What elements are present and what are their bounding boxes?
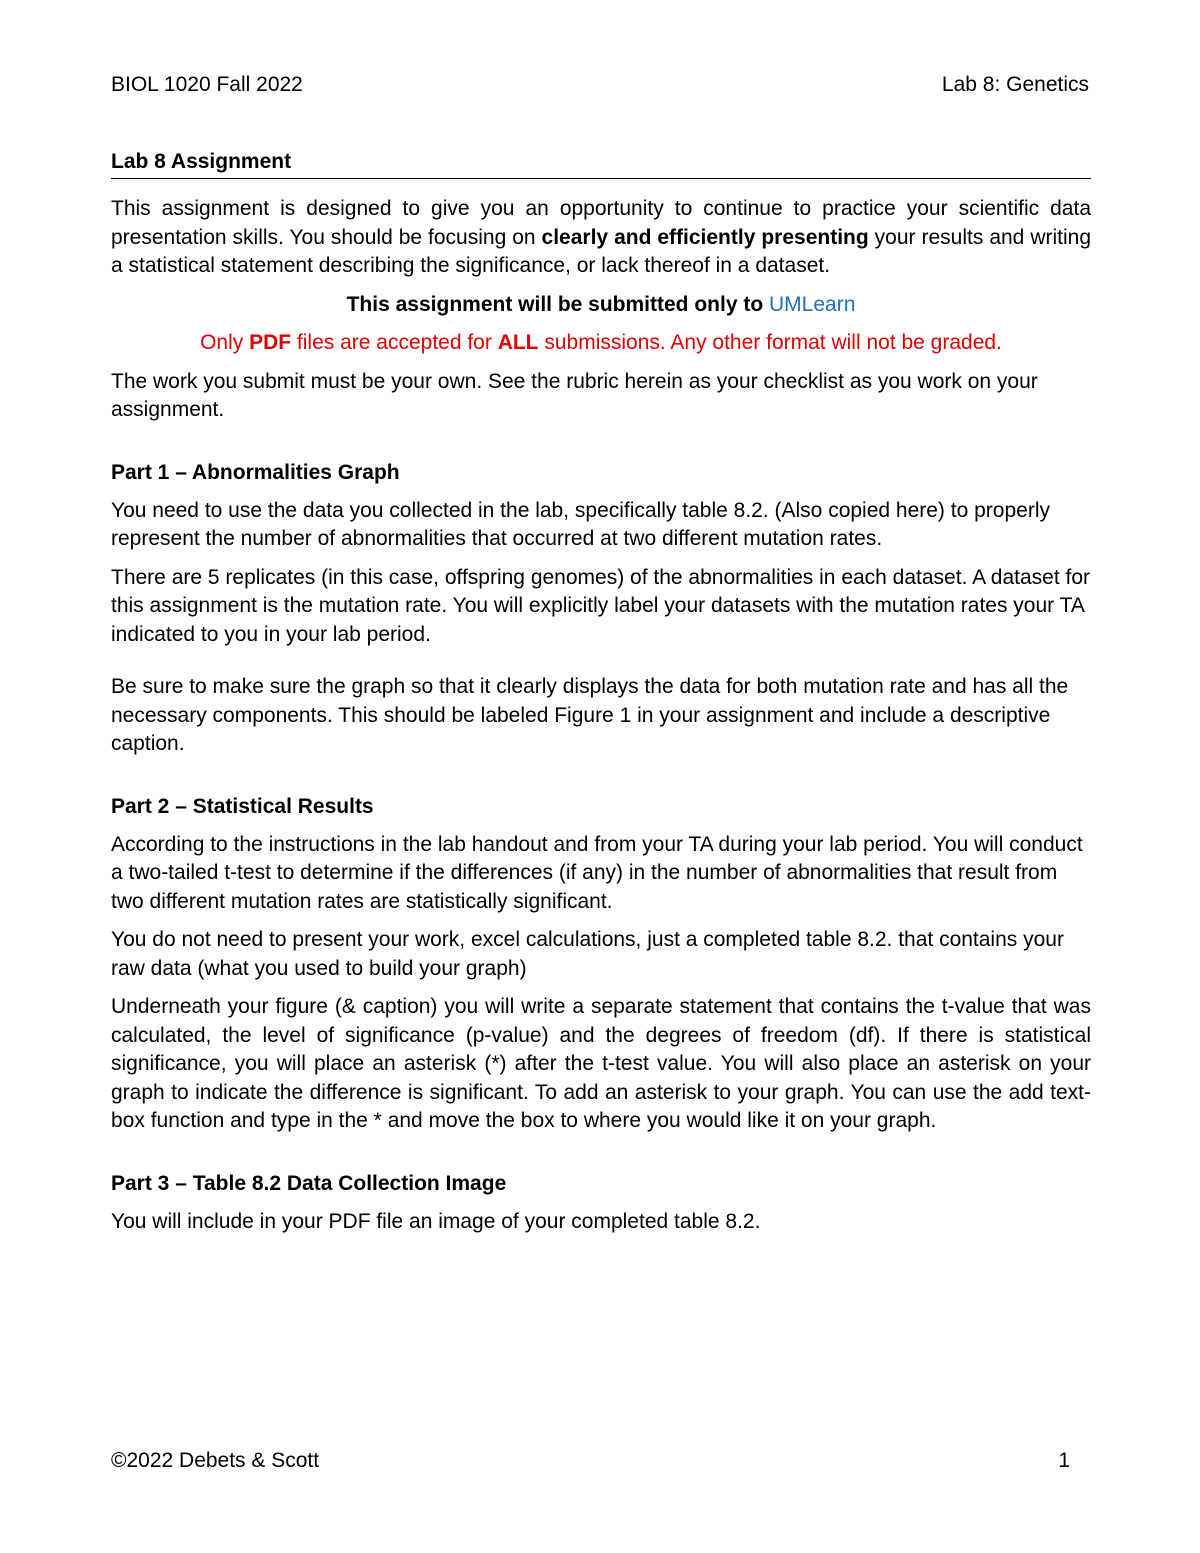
page-number: 1 xyxy=(1058,1449,1070,1472)
all-bold: ALL xyxy=(497,331,539,354)
intro-paragraph xyxy=(111,195,1091,281)
part2-paragraph-1: According to the instructions in the lab handout and from your TA during your lab period. You will conduct a two-tailed t-test to determine if the differences (if any) in the number of abnormalities that result from two different mutation rates are statistically significant. xyxy=(111,832,1083,913)
submission-notice xyxy=(111,291,1091,320)
pdf-bold: PDF xyxy=(249,331,292,354)
assignment-title: Lab 8 Assignment xyxy=(111,148,1091,179)
part1-paragraph-3: Be sure to make sure the graph so that it clearly displays the data for both mutation rate and has all the necessary components. This should be labeled Figure 1 in your assignment and include a descriptive caption. xyxy=(111,675,1069,755)
spacer xyxy=(111,659,1091,673)
submission-text: This assignment will be submitted only to xyxy=(346,292,769,316)
umlearn-link[interactable]: UMLearn xyxy=(769,292,856,316)
document-body xyxy=(111,148,1091,1246)
pdf-text-c: files are accepted for xyxy=(291,331,498,354)
part1-heading: Part 1 – Abnormalities Graph xyxy=(111,460,400,484)
intro-text-a: This assignment is designed to give you an opportunity to continue to practice your scientific data presentation skills. You should be focusing on xyxy=(111,197,1091,249)
part2-heading: Part 2 – Statistical Results xyxy=(111,794,374,818)
pdf-format-notice xyxy=(111,329,1091,358)
footer-copyright: ©2022 Debets & Scott xyxy=(111,1449,320,1472)
header-course: BIOL 1020 Fall 2022 xyxy=(111,73,303,96)
part2-paragraph-3: Underneath your figure (& caption) you will write a separate statement that contains the t-value that was calculated, the level of significance (p-value) and the degrees of freedom (df). If there is statistical significance, you will place an asterisk (*) after the t-test value. You will also place an asterisk on your graph to indicate the difference is significant. To add an asterisk to your graph. You can use the add text-box function and type in the * and move the box to where you would like it on your graph. xyxy=(111,995,1091,1132)
part1-paragraph-2: There are 5 replicates (in this case, offspring genomes) of the abnormalities in each dataset. A dataset for this assignment is the mutation rate. You will explicitly label your datasets with the mutation rates your TA indicated to you in your lab period. xyxy=(111,565,1090,646)
intro-text-b: your results and writing a statistical statement describing the significance, or lack thereof in a dataset. xyxy=(111,225,1091,277)
pdf-text-e: submissions. Any other format will not be graded. xyxy=(538,331,1002,354)
part1-paragraph-1: You need to use the data you collected in the lab, specifically table 8.2. (Also copied here) to properly represent the number of abnormalities that occurred at two different mutation rates. xyxy=(111,498,1050,550)
intro-bold-text: clearly and efficiently presenting xyxy=(541,225,869,249)
part3-heading: Part 3 – Table 8.2 Data Collection Image xyxy=(111,1171,507,1195)
own-work-paragraph: The work you submit must be your own. See the rubric herein as your checklist as you work on your assignment. xyxy=(111,369,1038,421)
part2-paragraph-2: You do not need to present your work, excel calculations, just a completed table 8.2. that contains your raw data (what you used to build your graph) xyxy=(111,928,1064,980)
part3-paragraph-1: You will include in your PDF file an image of your completed table 8.2. xyxy=(111,1209,761,1233)
pdf-text-a: Only xyxy=(200,331,250,354)
header-lab-title: Lab 8: Genetics xyxy=(941,73,1089,96)
